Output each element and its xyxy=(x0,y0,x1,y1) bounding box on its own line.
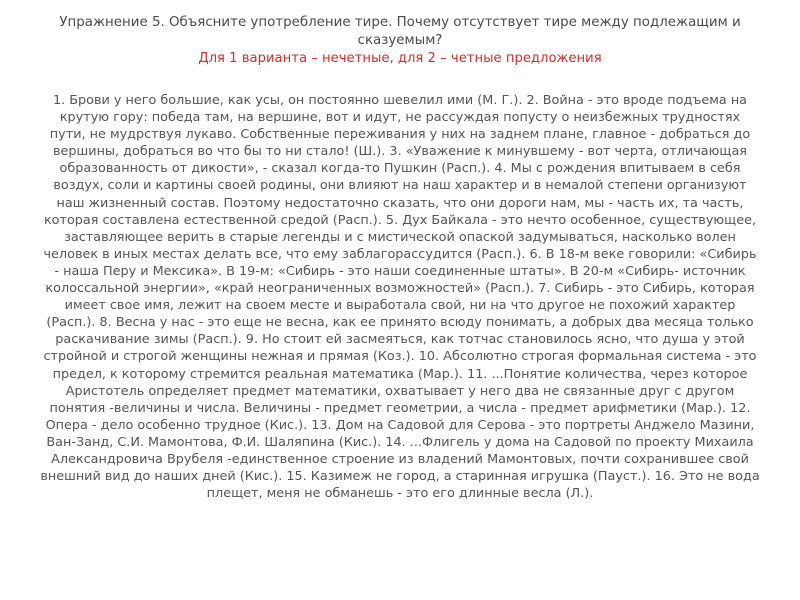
exercise-text: 1. Брови у него большие, как усы, он постоянно шевелил ими (М. Г.). 2. Война - это вроде подъема на крутую гору: победа там, на вершине, вот и идут, не рассуждая попусту о неизбежных трудностях пути, не мудрствуя лукаво. Собственные переживания у них на заднем плане, главное - добраться до вершины, добраться во что бы то ни стало! (Ш.). 3. «Уважение к минувшему - вот черта, отличающая образованность от дикости», - сказал когда-то Пушкин (Расп.). 4. Мы с рождения впитываем в себя воздух, соли и картины своей родины, они влияют на наш характер и в немалой степени организуют наш жизненный состав. Поэтому недостаточно сказать, что они дороги нам, мы - часть их, та часть, которая составлена естественной средой (Расп.). 5. Дух Байкала - это нечто особенное, существующее, заставляющее верить в старые легенды и с мистической опаской задумываться, насколько волен человек в иных местах делать все, что ему заблагорассудится (Расп.). 6. В 18-м веке говорили: «Сибирь - наша Перу и Мексика». В 19-м: «Сибирь - это наши соединенные штаты». В 20-м «Сибирь- источник колоссальной энергии», «край неограниченных возможностей» (Расп.). 7. Сибирь - это Сибирь, которая имеет свое имя, лежит на своем месте и выработала свой, ни на что другое не похожий характер (Расп.). 8. Весна у нас - это еще не весна, как ее принято всюду понимать, а добрых два месяца только раскачивание зимы (Расп.). 9. Но стоит ей засмеяться, как тотчас становилось ясно, что душа у этой стройной и строгой женщины нежная и прямая (Коз.). 10. Абсолютно строгая формальная система - это предел, к которому стремится реальная математика (Мар.). 11. ...Понятие количества, через которое Аристотель определяет предмет математики, охватывает у него два не связанные друг с другом понятия -величины и числа. Величины - предмет геометрии, а числа - предмет арифметики (Мар.). 12. Опера - дело особенно трудное (Кис.). 13. Дом на Садовой для Серова - это портреты Анджело Мазини, Ван-Занд, С.И. Мамонтова, Ф.И. Шаляпина (Кис.). 14. ...Флигель у дома на Садовой по проекту Михаила Александровича Врубеля -единственное строение из владений Мамонтовых, почти сохранившее свой внешний вид до наших дней (Кис.). 15. Казимеж не город, а старинная игрушка (Пауст.). 16. Это не вода плещет, меня не обманешь - это его длинные весла (Л.). xyxy=(40,93,760,502)
exercise-title: Упражнение 5. Объясните употребление тире. Почему отсутствует тире между подлежащим и сказуемым? xyxy=(59,15,741,48)
variant-instruction: Для 1 варианта – нечетные, для 2 – четные предложения xyxy=(198,51,602,66)
